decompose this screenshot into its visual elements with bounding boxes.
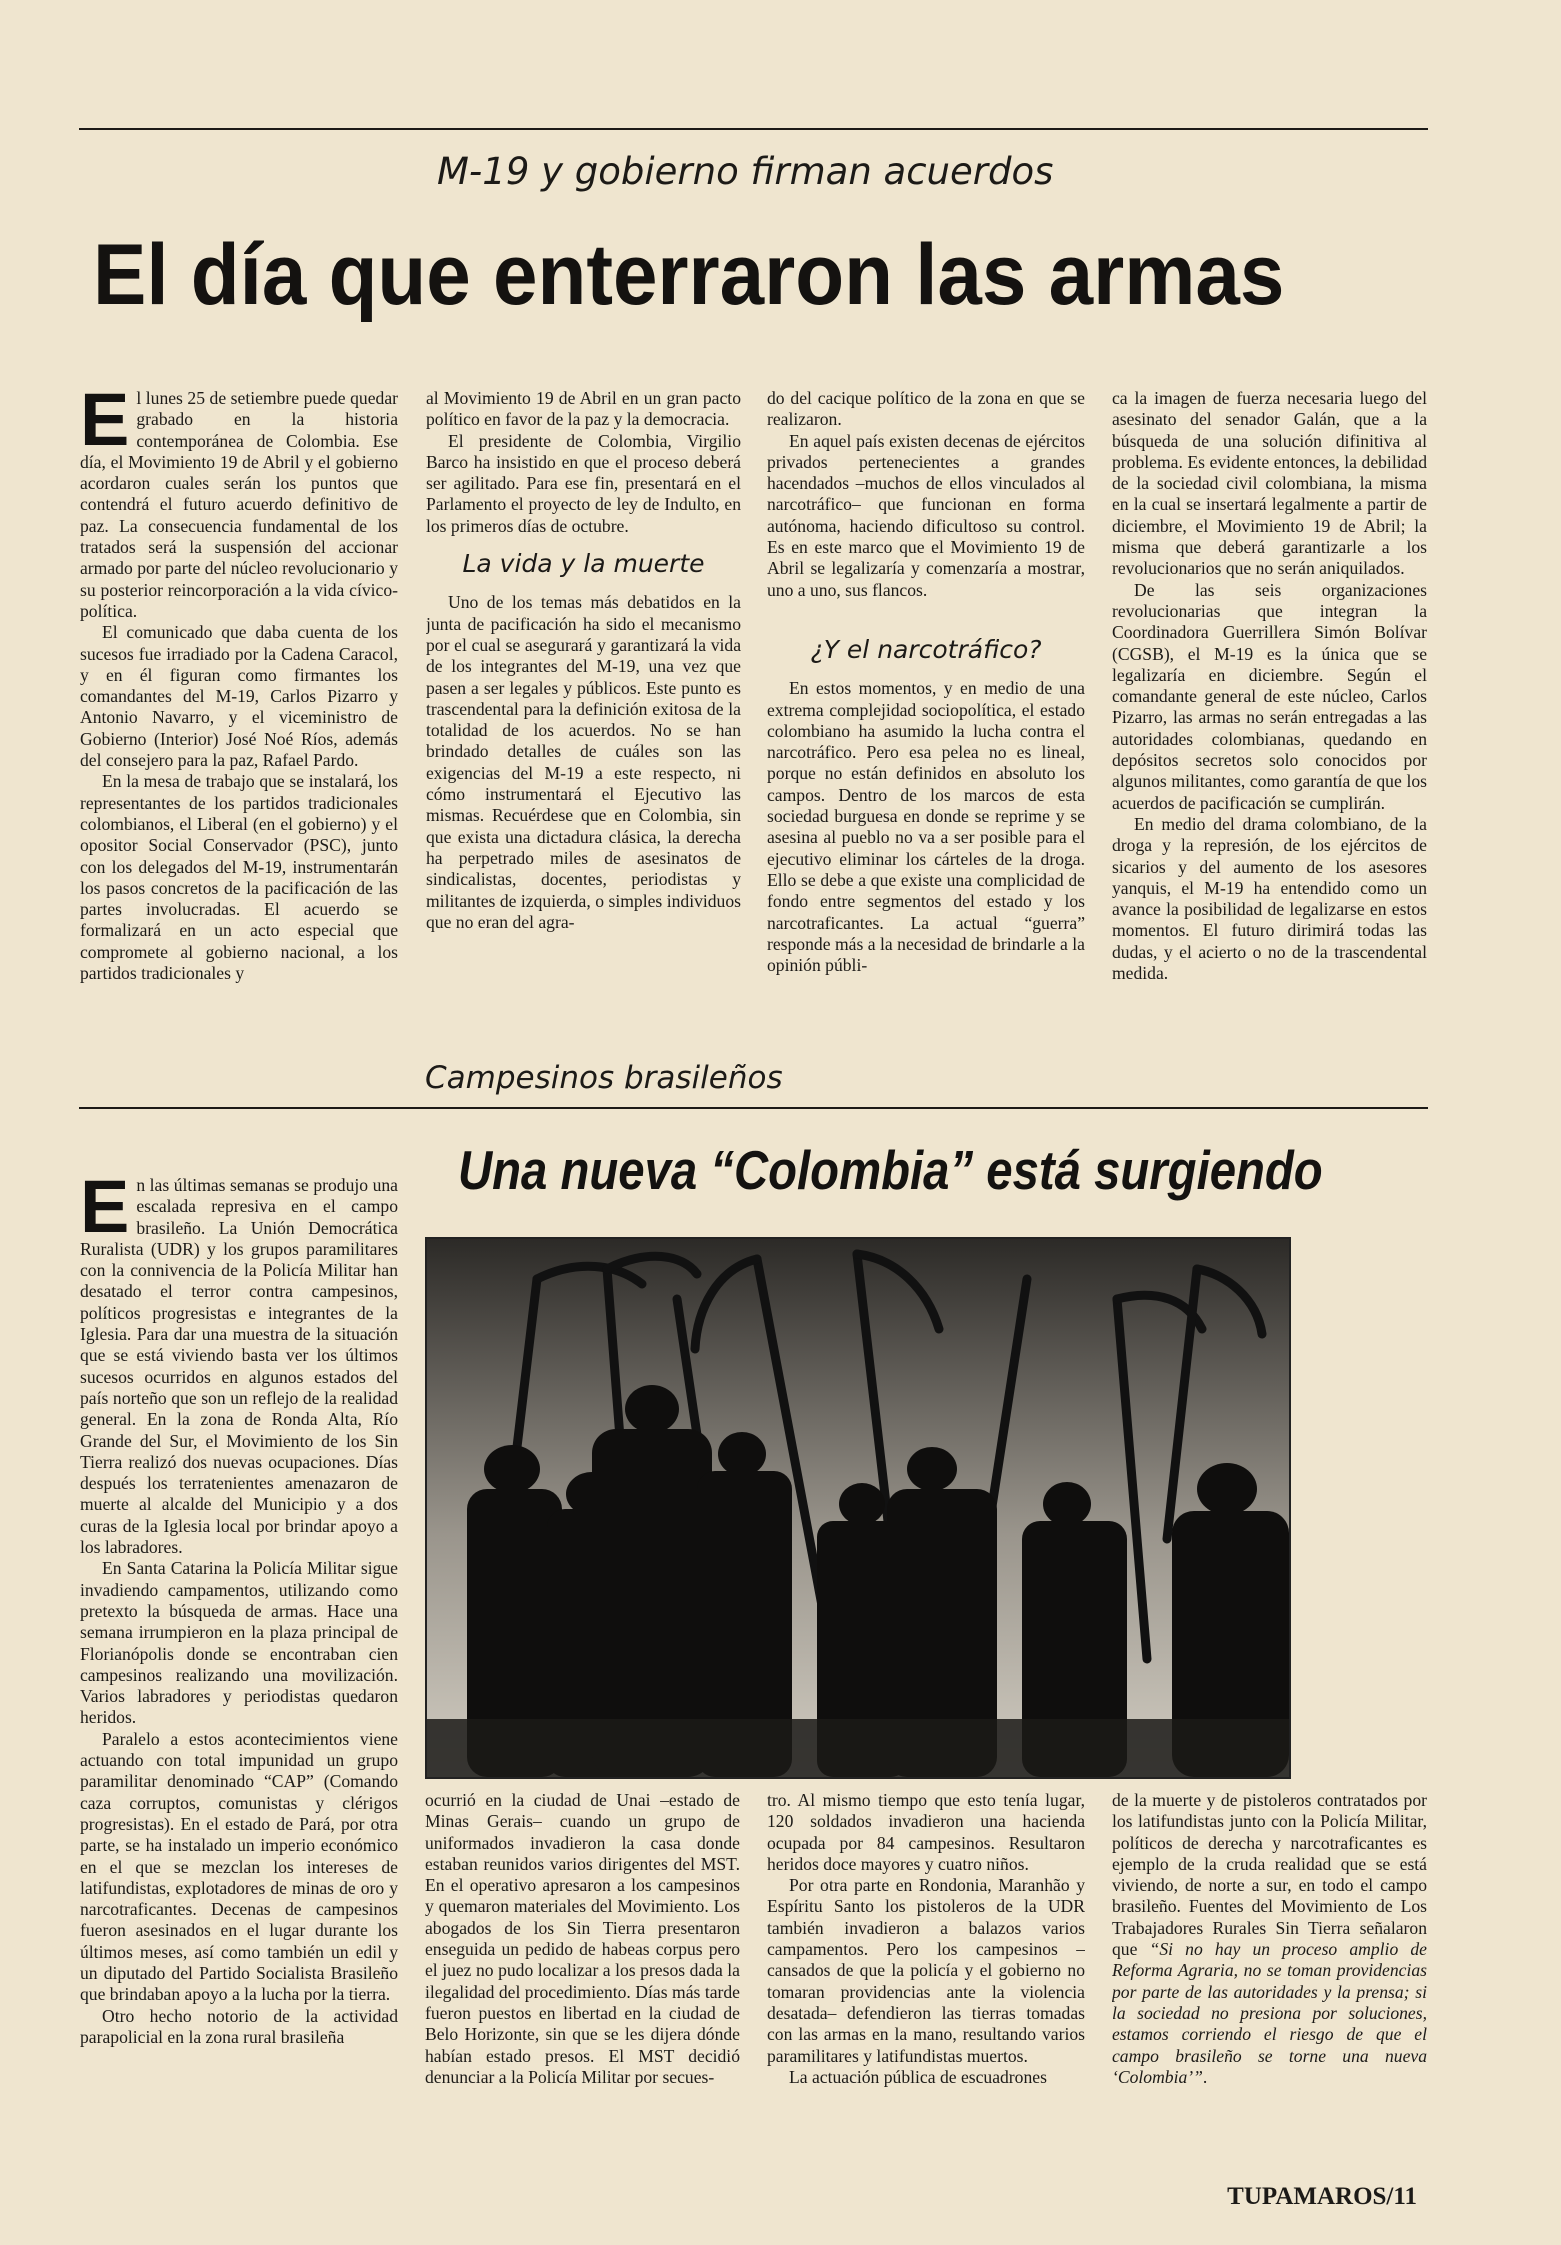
dropcap: E [80,388,130,461]
bottom-story-column-4: de la muerte y de pistoleros contratados por los latifundistas junto con la Policía Militar, políticos de derecha y narcotraficantes es ejemplo de la cruda realidad que se está viviendo, de norte a sur, en todo el campo brasileño. Fuentes del Movimiento de Los Trabajadores Rurales Sin Tierra señalaron que “Si no hay un proceso amplio de Reforma Agraria, no se toman providencias por parte de las autoridades y la prensa; si la sociedad no presiona por soluciones, estamos corriendo el riesgo de que el campo brasileño se torne una nueva ‘Colombia’”. [1112,1790,1427,2087]
subhead-la-vida-y-la-muerte: La vida y la muerte [462,549,705,579]
top-story-headline: El día que enterraron las armas [93,227,1285,323]
top-story-column-4: ca la imagen de fuerza necesaria luego del asesinato del senador Galán, que a la búsqueda de una solución difinitiva al problema. Es evidente entonces, la debilidad de la sociedad civil colombiana, la misma en la cual se insertará legalmente a partir de diciembre, el Movimiento 19 de Abril; la misma que deberá garantizarle a los revolucionarios que no serán aniquilados. De las seis organizaciones revolucionarias que integran la Coordinadora Guerrillera Simón Bolívar (CGSB), el M-19 es la única que se legalizaría en diciembre. Según el comandante general de este núcleo, Carlos Pizarro, las armas no serán entregadas a las autoridades colombianas, quedando en depósitos secretos solo conocidos por algunos militantes, como garantía de que los acuerdos de pacificación se cumplirán. En medio del drama colombiano, de la droga y la represión, de los ejércitos de sicarios y del aumento de los asesores yanquis, el M-19 ha entendido como un avance la posibilidad de legalizarse en estos momentos. El futuro dirimirá todas las dudas, y el acierto o no de la trascendental medida. [1112,388,1427,984]
bottom-story-headline: Una nueva “Colombia” está surgiendo [458,1139,1323,1201]
campesinos-photo [425,1237,1291,1779]
subhead-narcotrafico: ¿Y el narcotráfico? [810,634,1042,664]
top-story-column-3: do del cacique político de la zona en que se realizaron. En aquel país existen decenas de ejércitos privados pertenecientes a grandes hacendados –muchos de ellos vinculados al narcotráfico– que funcionan en forma autónoma, haciendo dificultoso su control. Es en este marco que el Movimiento 19 de Abril se legalizaría y comenzaría a mostrar, uno a uno, sus flancos. ¿Y el narcotráfico? En estos momentos, y en medio de una extrema complejidad sociopolítica, el estado colombiano ha asumido la lucha contra el narcotráfico. Pero esa pelea no es lineal, porque no están definidos en absoluto los campos. Dentro de los marcos de esta sociedad burguesa en donde se reprime y se asesina al pueblo no va a ser posible para el ejecutivo eliminar los cárteles de la droga. Ello se debe a que existe una complicidad de fondo entre segmentos del estado y los narcotraficantes. La actual “guerra” responde más a la necesidad de brindarle a la opinión públi- [767,388,1085,976]
bottom-story-column-3: tro. Al mismo tiempo que esto tenía lugar, 120 soldados invadieron una hacienda ocupada por 84 campesinos. Resultaron heridos doce mayores y cuatro niños. Por otra parte en Rondonia, Maranhão y Espíritu Santo los pistoleros de la UDR también invadieron a balazos varios campamentos. Pero los campesinos –cansados de que la policía y el gobierno no tomaran providencias ante la violencia desatada– defendieron las tierras tomadas con las armas en la mano, resultando varios paramilitares y latifundistas muertos. La actuación pública de escuadrones [767,1790,1085,2087]
bottom-story-column-2: ocurrió en la ciudad de Unai –estado de Minas Gerais– cuando un grupo de uniformados invadieron la casa donde estaban reunidos varios dirigentes del MST. En el operativo apresaron a los campesinos y quemaron materiales del Movimiento. Los abogados de los Sin Tierra presentaron enseguida un pedido de habeas corpus pero el juez no pudo localizar a los presos dada la ilegalidad del procedimiento. Días más tarde fueron puestos en libertad en la ciudad de Belo Horizonte, sin que se les dijera dónde habían estado presos. El MST decidió denunciar a la Policía Militar por secues- [425,1790,740,2087]
top-story-kicker: M-19 y gobierno firman acuerdos [437,150,1054,193]
mst-quote: “Si no hay un proceso amplio de Reforma Agraria, no se toman providencias por parte de las autoridades y la prensa; si la sociedad no presiona por soluciones, estamos corriendo el riesgo de que el campo brasileño se torne una nueva ‘Colombia’” [1112,1939,1427,2087]
bottom-story-column-1: En las últimas semanas se produjo una escalada represiva en el campo brasileño. La Unión Democrática Ruralista (UDR) y los grupos paramilitares con la connivencia de la Policía Militar han desatado el terror contra campesinos, políticos progresistas e integrantes de la Iglesia. Para dar una muestra de la situación que se está viviendo basta ver los últimos sucesos ocurridos en algunos estados del país norteño que son un reflejo de la realidad general. En la zona de Ronda Alta, Río Grande del Sur, el Movimiento de los Sin Tierra realizó dos nuevas ocupaciones. Días después los terratenientes amenazaron de muerte al alcalde del Municipio y a dos curas de la Iglesia local por brindar apoyo a los labradores. En Santa Catarina la Policía Militar sigue invadiendo campamentos, utilizando como pretexto la búsqueda de armas. Hace una semana irrumpieron en la plaza principal de Florianópolis donde se encontraban cien campesinos realizando una movilización. Varios labradores y periodistas quedaron heridos. Paralelo a estos acontecimientos viene actuando con total impunidad un grupo paramilitar denominado “CAP” (Comando caza corruptos, comunistas y clérigos progresistas). En el estado de Pará, por otra parte, se ha instalado un imperio económico en el que se mezclan los intereses de latifundistas, explotadores de minas de oro y narcotraficantes. Decenas de campesinos fueron asesinados en el lugar durante los últimos meses, así como también un edil y un diputado del Partido Socialista Brasileño que brindaban apoyo a la lucha por la tierra. Otro hecho notorio de la actividad parapolicial en la zona rural brasileña [80,1175,398,2047]
top-story-column-1: El lunes 25 de setiembre puede quedar grabado en la historia contemporánea de Colombia. Ese día, el Movimiento 19 de Abril y el gobierno acordaron cuales serán los puntos que contendrá el futuro acuerdo definitivo de paz. La consecuencia fundamental de los tratados será la suspensión del accionar armado por parte del núcleo revolucionario y su posterior reincorporación a la vida cívico-política. El comunicado que daba cuenta de los sucesos fue irradiado por la Cadena Caracol, y en él figuran como firmantes los comandantes del M-19, Carlos Pizarro y Antonio Navarro, y el viceministro de Gobierno (Interior) José Noé Ríos, además del consejero para la paz, Rafael Pardo. En la mesa de trabajo que se instalará, los representantes de los partidos tradicionales colombianos, el Liberal (en el gobierno) y el opositor Social Conservador (PSC), junto con los delegados del M-19, instrumentarán los pasos concretos de la pacificación de las partes involucradas. El acuerdo se formalizará en un acto especial que compromete al gobierno nacional, a los partidos tradicionales y [80,388,398,984]
section-rule [79,1107,1428,1109]
top-story-column-2: al Movimiento 19 de Abril en un gran pacto político en favor de la paz y la democracia. El presidente de Colombia, Virgilio Barco ha insistido en que el proceso deberá ser agilitado. Para ese fin, presentará en el Parlamento el proyecto de ley de Indulto, en los primeros días de octubre. La vida y la muerte Uno de los temas más debatidos en la junta de pacificación ha sido el mecanismo por el cual se asegurará y garantizará la vida de los integrantes del M-19, una vez que pasen a ser legales y públicos. Este punto es trascendental para la definición exitosa de la totalidad de los acuerdos. No se han brindado detalles de cuáles son las exigencias del M-19 a este respecto, ni cómo instrumentará el Ejecutivo las mismas. Recuérdese que en Colombia, sin que exista una dictadura clásica, la derecha ha perpetrado miles de asesinatos de sindicalistas, docentes, periodistas y militantes de izquierda, o simples individuos que no eran del agra- [426,388,741,932]
dropcap: E [80,1175,130,1248]
bottom-story-kicker: Campesinos brasileños [425,1060,783,1096]
top-rule [79,128,1428,130]
page-footer: TUPAMAROS/11 [1227,2183,1417,2210]
